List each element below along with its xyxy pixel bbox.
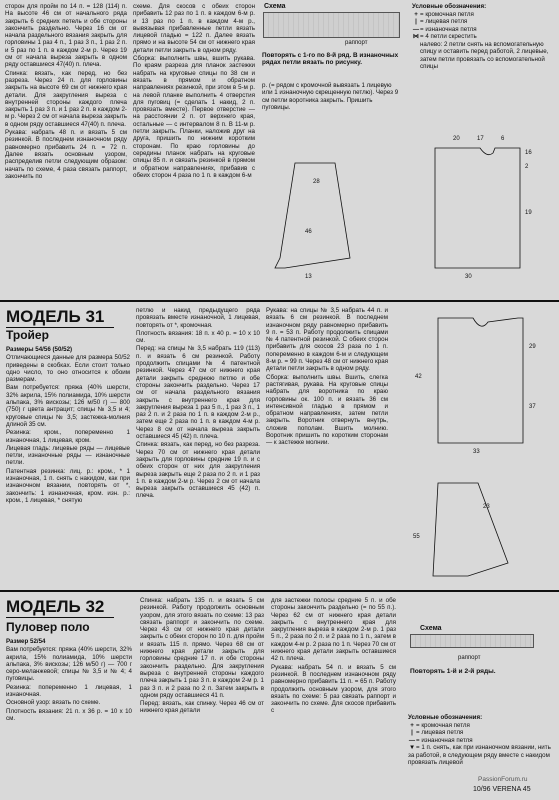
- dim-label: 30: [465, 274, 472, 280]
- legend-item: + = кромочная петля: [410, 721, 470, 729]
- model31-column-2: [136, 307, 260, 501]
- legend-item: ⋈= 4 петли скрестить: [412, 33, 477, 40]
- repeat-rows-note: Повторять 1-й и 2-й ряды.: [410, 668, 496, 675]
- legend-bottom: [408, 714, 556, 767]
- model31-column-3: [266, 307, 388, 448]
- dim-label: 23: [483, 504, 490, 510]
- legend-item: | = лицевая петля: [411, 729, 464, 736]
- model32-column-1: [6, 638, 132, 723]
- paragraph: Рукава: набрать 54 п. и вязать 5 см резинкой. В последнем изнаночном ряду равномерно прибавить 11 п. = 65 п. Работу продолжить основным узором, для этого вязать по схеме: 5 раз связать раппорт и закончить по схеме. Для скосов прибавить с: [271, 663, 396, 715]
- repeat-rows-note: Повторять с 1-го по 8-й ряд. В изнаночных рядах петли вязать по рисунку.: [262, 52, 399, 67]
- paragraph: Вам потребуется: пряжа (40% шерсти, 32% акрила, 15% полиамида, 10% шерсти альпака, 3% вискозы; 126 м/50 г) — 800 (750) г цвета антрацит; спицы № 3,5 и 4; круговые спицы № 3,5; застежка-молния длиной 35 см.: [6, 384, 130, 428]
- dim-label: 33: [473, 449, 480, 455]
- paragraph: Спинка: вязать, как перед, но без разреза. Через 24 п. для горловины закрыть на высоте 69 см от нижнего края детали. Для закругления выреза с внутренней стороны каждого плеча закрыть 1 раз 3 п. и 1 раз 2 п. в каждом 2-м р. Через 2 см от начала выреза закрыть в одном ряду оставшиеся 47(40) п. плеча.: [5, 69, 127, 128]
- paragraph: Сборка: выполнить швы, вшить рукава. По краям разреза для планок застежки набрать на круговые спицы по 38 см и вязать в прямом и обратном направлениях резинкой, при этом в 5-м р. на левой планке выполнить 4 отверстия для пуговиц (= сделать 1 накид, 2 п. провязать вместе). Первое отверстие — на расстоянии 2 п. от верхнего края, остальные — с интервалом 8 п. В 11-м р. петли закрыть. Планки, наложив друг на друга, пришить по нижним коротким сторонам. По краю горловины до середины планок набрать на круговые спицы 85 п. и связать резинкой в прямом и обратном направлениях, прибавив с обеих сторон 4 раза по 1 п. в каждом 6-м: [133, 55, 255, 179]
- legend-item: —= изнаночная петля: [412, 25, 477, 33]
- dim-label: 29: [529, 344, 536, 350]
- schema-title: Схема: [264, 3, 286, 10]
- dim-label: 42: [415, 374, 422, 380]
- dim-label: 28: [313, 179, 320, 185]
- watermark: PassionForum.ru: [478, 776, 528, 783]
- paragraph: Лицевая гладь: лицевые ряды — лицевые петли, изнаночные ряды — изнаночные петли.: [6, 444, 130, 467]
- model31-pattern-diagram: [393, 308, 555, 588]
- model32-column-3: [271, 597, 396, 716]
- paragraph: Резинка: кром., попеременно 1 изнаночная, 1 лицевая, кром.: [6, 429, 130, 444]
- top-pattern-diagram: [255, 128, 555, 303]
- legend-item: налево: 2 петли снять на вспомогательную спицу и оставить перед работой, 2 лицевые, затем петли провязать со вспомогательной спицы: [420, 40, 549, 70]
- paragraph: схеме. Для скосов с обеих сторон прибавить 12 раз по 1 п. в каждом 6-м р. и 13 раз по 1 п. в каждом 4-м р., вывязывая прибавленные петли вязать лицевой гладью = 122 п. Далее вязать прямо и на высоте 54 см от нижнего края детали петли закрыть в одном ряду.: [133, 3, 255, 54]
- paragraph: Спинка: набрать 135 п. и вязать 5 см резинкой. Работу продолжить основным узором, для этого вязать по схеме: 13 раз связать раппорт и закончить по схеме. Через 43 см от нижнего края детали закрыть с обеих сторон по 10 п. для пройм и вязать 115 п. прямо. Через 68 см от нижнего края детали закрыть для горловины средние 17 п. и обе стороны закончить раздельно. Для закругления выреза с внутренней стороны каждого плеча закрыть 1 раз 3 п. в каждом 2-м р. 1 раз 3 п. и 2 раза по 2 п. Затем закрыть в одном ряду оставшиеся 41 п.: [140, 597, 264, 699]
- model32-title: МОДЕЛЬ 32: [6, 597, 105, 616]
- paragraph: Основной узор: вязать по схеме.: [6, 699, 101, 707]
- paragraph: Перед: на спицы № 3,5 набрать 119 (113) п. и вязать 6 см резинкой. Работу продолжить спицами № 4 патентной резинкой. Через 47 см от нижнего края детали закрыть среднюю петлю и обе стороны закончить раздельно. Через 17 см от начала раздельного вязания закрыть с внутреннего края для закругления выреза 1 раз 5 п., 1 раз 3 п., 1 раз 2 п. и 2 раза по 1 п. в каждом 2-м р., затем еще 2 раза по 1 п. в каждом 4-м р. Через 8 см от начала выреза закрыть оставшиеся 45 (42) п. плеча.: [136, 345, 260, 441]
- model32-subtitle: Пуловер поло: [6, 620, 90, 634]
- legend-top: [412, 3, 555, 71]
- legend-title: Условные обозначения:: [408, 714, 483, 721]
- legend-item: | = лицевая петля: [415, 18, 468, 25]
- paragraph: Спинка: вязать, как перед, но без разреза. Через 70 см от нижнего края детали закрыть для горловины средние 19 п. и с обеих сторон от них для закругления выреза закрыть еще 2 раза по 2 п. и 1 раз 1 п. в каждом 2-м р. Через 2 см от начала выреза закрыть оставшиеся 45 (42) п. плеча.: [136, 441, 260, 500]
- paragraph: сторон для пройм по 14 п. = 128 (114) п. На высоте 46 см от начального ряда закрыть 6 средних петель и обе стороны закончить раздельно. Через 16 см от начала раздельного вязания закрыть для горловины 1 раз 4 п., 1 раз 3 п., 1 раз 2 п. и 5 раз по 1 п. в каждом 2-м р. Через 19 см от начала выреза закрыть в одном ряду оставшиеся 47(40) п. плеча.: [5, 3, 127, 69]
- dim-label: 55: [413, 534, 420, 540]
- paragraph: для застежки полосы средние 5 п. и обе стороны закончить раздельно (= по 55 п.). Через 62 см от нижнего края детали закрыть с внутреннего края для закругления выреза в каждом 2-м р. 1 раз 5 п., 2 раза по 2 п. и 2 раза по 1 п., затем в каждом 4-м р. 2 раза по 1 п. Через 70 см от нижнего края детали закрыть оставшиеся 42 п. плеча.: [271, 597, 396, 663]
- dim-label: 19: [525, 210, 532, 216]
- model32-column-2: [140, 597, 264, 716]
- title-rule: [6, 327, 114, 328]
- paragraph: Патентная резинка: лиц. р.: кром., * 1 изнаночная, 1 п. снять с накидом, как при изнаночном вязании, повторять от *, закончить: 1 изнаночная, кром. изн. р.: кром., 1 лицевая, * снятую: [6, 467, 130, 504]
- legend-title: Условные обозначения:: [412, 3, 487, 10]
- dim-label: 13: [305, 274, 312, 280]
- paragraph: Рукава: набрать 48 п. и вязать 5 см резинкой. В последнем изнаночном ряду равномерно прибавить 24 п. = 72 п. Далее вязать основным узором, распределив петли следующим образом: начать по схеме, 4 раза связать раппорт, закончить по: [5, 129, 127, 180]
- knitting-chart: [263, 12, 400, 38]
- top-text-column-1: [5, 3, 127, 181]
- page-footer: 10/96 VERENA 45: [473, 786, 531, 793]
- rapport-label: раппорт: [458, 655, 481, 661]
- paragraph: петлю и накид предыдущего ряда провязать вместе изнаночной, 1 лицевая, повторять от *, кромочная.: [136, 307, 260, 329]
- paragraph: Сборка: выполнить швы. Вшить, слегка растягивая, рукава. На круговые спицы набрать для воротника по краю горловины ок. 100 п. и вязать 36 см интенсивной гладью в прямом и обратном направлениях, затем петли закрыть. Воротник отвернуть внутрь, сложив пополам. Вшить молнию. Воротник пришить по коротким сторонам — к застежке молнии.: [266, 373, 388, 447]
- top-text-column-2: [133, 3, 255, 180]
- sizes: Размер 52/54: [6, 638, 46, 645]
- dim-label: 17: [477, 136, 484, 142]
- legend-item: —= изнаночная петля: [408, 736, 473, 744]
- paragraph: Резинка: попеременно 1 лицевая, 1 изнаночная.: [6, 683, 132, 699]
- paragraph: Отличающиеся данные для размера 50/52 приведены в скобках. Если стоит только одно число, то оно относится к обоим размерам.: [6, 354, 130, 384]
- rapport-label: раппорт: [345, 40, 368, 46]
- paragraph: Плотность вязания: 18 п. х 40 р. = 10 х 10 см.: [136, 329, 260, 345]
- model31-column-1: [6, 346, 130, 505]
- section-divider: [0, 300, 559, 302]
- dim-label: 20: [453, 136, 460, 142]
- model31-subtitle: Тройер: [6, 328, 49, 342]
- paragraph: Плотность вязания: 21 п. х 36 р. = 10 х 10 см.: [6, 707, 132, 722]
- dim-label: 2: [525, 164, 529, 170]
- paragraph: Вам потребуется: пряжа (40% шерсти, 32% акрила, 15% полиамида, 10% шерсти альпака, 3% вискозы; 126 м/50 г) — 700 г серо-меланжевой; спицы № 3,5 и № 4; 4 пуговицы.: [6, 646, 132, 683]
- model31-title: МОДЕЛЬ 31: [6, 307, 105, 326]
- paragraph: Рукава: на спицы № 3,5 набрать 44 п. и вязать 6 см резинкой. В последнем изнаночном ряду равномерно прибавить 9 п. = 53 п. Работу продолжить спицами № 4 патентной резинкой. С обеих сторон прибавить для скосов 23 раза по 1 п. попеременно в каждом 6-м и следующем 8-м р. = 99 п. Через 48 см от нижнего края детали петли закрыть в одном ряду.: [266, 307, 388, 373]
- schema-title: Схема: [420, 625, 442, 632]
- dim-label: 37: [529, 404, 536, 410]
- dim-label: 6: [501, 136, 505, 142]
- knitting-chart: [410, 634, 534, 648]
- collar-note: р. (= рядом с кромочной вывязать 1 лицевую или 1 изнаночную скрещенную петлю). Через 9 см петли воротника закрыть. Пришить пуговицы.: [262, 82, 399, 111]
- paragraph: Перед: вязать, как спинку. Через 46 см от нижнего края детали: [140, 700, 264, 715]
- title-rule: [6, 617, 114, 618]
- sizes: Размеры 54/56 (50/52): [6, 346, 73, 353]
- dim-label: 46: [305, 229, 312, 235]
- legend-item: ▼= 1 п. снять, как при изнаночном вязании, нить за работой, в следующем ряду вместе с накидом провязать лицевой: [408, 744, 551, 766]
- section-divider: [0, 590, 559, 592]
- legend-item: + = кромочная петля: [414, 10, 474, 18]
- dim-label: 16: [525, 150, 532, 156]
